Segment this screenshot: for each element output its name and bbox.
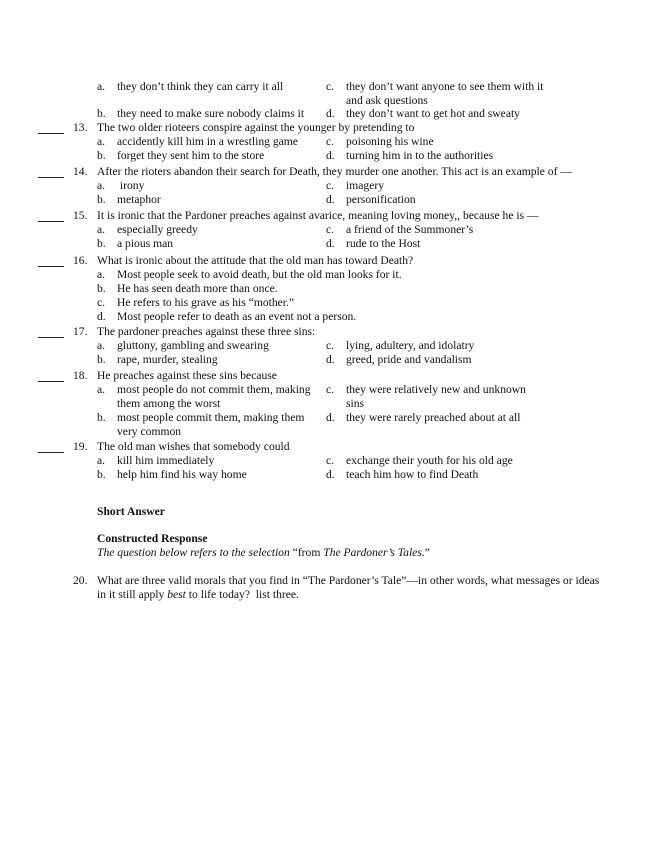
option-a-text: gluttony, gambling and swearing (117, 339, 269, 352)
option-c-text: they were relatively new and unknown (346, 383, 526, 396)
question-stem: The two older rioteers conspire against the younger by pretending to (97, 121, 415, 134)
question-number: 17. (73, 325, 88, 338)
instructions-quote-open: “from (292, 546, 324, 559)
option-d-text: they don’t want to get hot and sweaty (346, 107, 520, 120)
option-b-letter: b. (97, 237, 106, 250)
option-c-text: a friend of the Summoner’s (346, 223, 474, 236)
question-stem: He preaches against these sins because (97, 369, 277, 382)
option-c-letter: c. (326, 80, 335, 93)
option-b-text-cont: very common (117, 425, 182, 438)
answer-blank-16[interactable] (38, 266, 64, 267)
option-d-letter: d. (326, 193, 335, 206)
question-stem: It is ironic that the Pardoner preaches against avarice, meaning loving money,, because he is — (97, 209, 539, 222)
option-b-letter: b. (97, 282, 106, 295)
question-stem: The pardoner preaches against these three sins: (97, 325, 316, 338)
question-20-text-cont (97, 588, 299, 602)
option-c-letter: c. (326, 179, 335, 192)
question-number: 15. (73, 209, 88, 222)
option-b-text: most people commit them, making them (117, 411, 305, 424)
option-b-text: they need to make sure nobody claims it (117, 107, 305, 120)
option-d-letter: d. (97, 310, 106, 323)
option-a-text: they don’t think they can carry it all (117, 80, 284, 93)
question-stem: What is ironic about the attitude that the old man has toward Death? (97, 254, 414, 267)
option-a-letter: a. (97, 80, 106, 93)
option-c-text: He refers to his grave as his “mother.” (117, 296, 295, 309)
option-a-text: irony (117, 179, 145, 192)
section-heading-constructed-response: Constructed Response (97, 532, 208, 545)
answer-blank-17[interactable] (38, 337, 64, 338)
option-a-letter: a. (97, 454, 106, 467)
option-a-letter: a. (97, 339, 106, 352)
option-a-letter: a. (97, 268, 106, 281)
option-c-text: imagery (346, 179, 384, 192)
option-d-text: personification (346, 193, 416, 206)
option-a-letter: a. (97, 223, 106, 236)
section-heading-short-answer: Short Answer (97, 505, 165, 518)
option-b-text: help him find his way home (117, 468, 247, 481)
question-number: 16. (73, 254, 88, 267)
option-a-text: most people do not commit them, making (117, 383, 311, 396)
option-d-letter: d. (326, 353, 335, 366)
q20-line2-lead: in it still apply (97, 588, 168, 601)
instructions-quote-close: ” (424, 546, 430, 559)
option-b-letter: b. (97, 468, 106, 481)
option-d-letter: d. (326, 237, 335, 250)
question-stem: The old man wishes that somebody could (97, 440, 290, 453)
option-c-text: poisoning his wine (346, 135, 434, 148)
instructions (97, 546, 430, 560)
option-d-letter: d. (326, 411, 335, 424)
answer-blank-13[interactable] (38, 133, 64, 134)
question-number: 18. (73, 369, 88, 382)
option-b-letter: b. (97, 353, 106, 366)
option-c-text-cont: and ask questions (346, 94, 428, 107)
option-c-text: they don’t want anyone to see them with it (346, 80, 544, 93)
instructions-lead: The question below refers to the selection (97, 546, 293, 559)
option-c-text: exchange their youth for his old age (346, 454, 513, 467)
question-number: 20. (73, 574, 88, 587)
option-d-text: teach him how to find Death (346, 468, 479, 481)
option-c-letter: c. (326, 223, 335, 236)
question-number: 13. (73, 121, 88, 134)
option-c-text-cont: sins (346, 397, 365, 410)
option-c-letter: c. (326, 135, 335, 148)
option-b-letter: b. (97, 149, 106, 162)
option-c-letter: c. (326, 454, 335, 467)
q20-line2-tail: to life today? list three. (185, 588, 299, 601)
option-c-text: lying, adultery, and idolatry (346, 339, 475, 352)
option-d-text: Most people refer to death as an event not a person. (117, 310, 357, 323)
option-a-text: Most people seek to avoid death, but the old man looks for it. (117, 268, 402, 281)
answer-blank-18[interactable] (38, 381, 64, 382)
option-a-text: especially greedy (117, 223, 198, 236)
option-d-text: rude to the Host (346, 237, 421, 250)
option-b-letter: b. (97, 107, 106, 120)
answer-blank-15[interactable] (38, 221, 64, 222)
q20-emphasis: best (167, 588, 186, 601)
answer-blank-19[interactable] (38, 452, 64, 453)
option-d-text: greed, pride and vandalism (346, 353, 472, 366)
option-c-letter: c. (326, 339, 335, 352)
option-b-text: forget they sent him to the store (117, 149, 265, 162)
option-d-letter: d. (326, 149, 335, 162)
option-d-letter: d. (326, 468, 335, 481)
option-a-letter: a. (97, 135, 106, 148)
option-b-text: a pious man (117, 237, 174, 250)
selection-title: The Pardoner’s Tales. (323, 546, 425, 559)
option-d-text: they were rarely preached about at all (346, 411, 521, 424)
option-a-text: accidently kill him in a wrestling game (117, 135, 298, 148)
option-c-letter: c. (97, 296, 106, 309)
question-stem: After the rioters abandon their search for Death, they murder one another. This act is an example of — (97, 165, 572, 178)
option-a-text-cont: them among the worst (117, 397, 221, 410)
option-a-letter: a. (97, 383, 106, 396)
option-b-text: rape, murder, stealing (117, 353, 218, 366)
option-a-text: kill him immediately (117, 454, 215, 467)
option-b-text: metaphor (117, 193, 161, 206)
option-b-letter: b. (97, 411, 106, 424)
option-b-letter: b. (97, 193, 106, 206)
question-number: 19. (73, 440, 88, 453)
option-c-letter: c. (326, 383, 335, 396)
option-d-text: turning him in to the authorities (346, 149, 494, 162)
option-b-text: He has seen death more than once. (117, 282, 278, 295)
option-d-letter: d. (326, 107, 335, 120)
question-number: 14. (73, 165, 88, 178)
question-20-text: What are three valid morals that you find in “The Pardoner’s Tale”—in other words, what messages or ideas (97, 574, 600, 587)
answer-blank-14[interactable] (38, 177, 64, 178)
option-a-letter: a. (97, 179, 106, 192)
